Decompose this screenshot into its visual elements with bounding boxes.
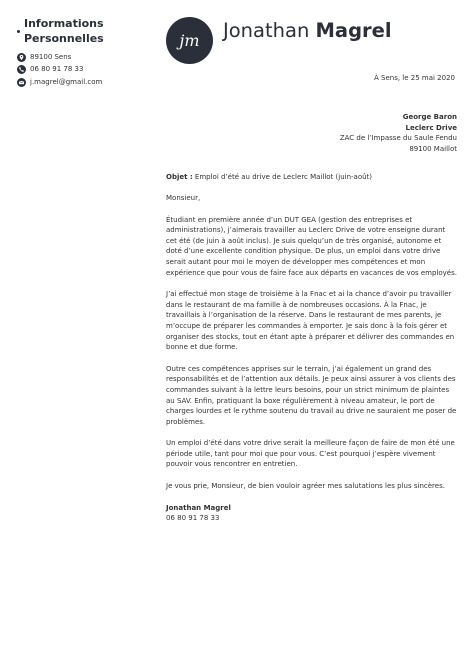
letter-text <box>166 193 457 524</box>
phone-icon <box>17 65 26 74</box>
letter-date: À Sens, le 25 mai 2020 <box>374 74 455 82</box>
phone-text: 06 80 91 78 33 <box>30 65 84 73</box>
email-text[interactable]: j.magrel@gmail.com <box>30 78 103 86</box>
sidebar-title: Informations Personnelles <box>24 17 104 45</box>
address-text: 89100 Sens <box>30 53 72 61</box>
monogram-logo: jm <box>166 17 213 64</box>
recipient-block <box>166 112 457 154</box>
recipient-city: 89100 Maillot <box>409 144 457 153</box>
sidebar <box>0 0 150 670</box>
contact-email[interactable] <box>17 76 142 88</box>
signature-name: Jonathan Magrel <box>166 503 231 512</box>
contact-address <box>17 51 142 63</box>
email-icon <box>17 78 26 87</box>
object-label: Objet : <box>166 173 193 181</box>
paragraph-1: Étudiant en première année d’un DUT GEA (gestion des entreprises et administrations), j’aimerais travailler au Leclerc Drive de votre enseigne durant cet été (de juin à août inclus). Je suis quelqu’un de très organisé, autonome et doté d’une excellente condition physique. De plus, un emploi dans votre drive serait autant pour moi le moyen de développer mes compétences et mon expérience que pour vous de faire face aux départs en vacances de vos employés. <box>166 215 457 277</box>
salutation: Monsieur, <box>166 194 201 202</box>
letter-object <box>166 172 457 183</box>
paragraph-5: Je vous prie, Monsieur, de bien vouloir agréer mes salutations les plus sincères. <box>166 482 445 491</box>
location-pin-icon <box>17 53 26 62</box>
applicant-name <box>223 19 392 42</box>
last-name: Magrel <box>315 19 392 42</box>
object-text: Emploi d’été au drive de Leclerc Maillot (juin-août) <box>192 173 373 181</box>
paragraph-3: Outre ces compétences apprises sur le terrain, j’ai également un grand des responsabilités et de l’attention aux détails. Je peux ainsi assurer à vos clients des commandes suivant à la lettre leurs besoins, pour un strict minimum de plaintes au SAV. Enfin, pratiquant la boxe régulièrement à niveau amateur, le port de charges lourdes et le rythme soutenu du travail au drive ne sauraient me poser de problèmes. <box>166 364 457 426</box>
title-bullet <box>17 30 20 33</box>
first-name: Jonathan <box>223 19 310 42</box>
paragraph-2: J’ai effectué mon stage de troisième à la Fnac et ai la chance d’avoir pu travailler dans le restaurant de ma famille à de nombreuses occasions. À la Fnac, je travaillais à l’organisation de la réserve. Dans le restaurant de mes parents, je m’occupe de préparer les commandes à emporter. Je sais donc à la fois gérer et organiser des stocks, tout en étant apte à préparer et délivrer des commandes en bonne et due forme. <box>166 290 455 352</box>
recipient-street: ZAC de l’Impasse du Saule Fendu <box>339 134 457 143</box>
recipient-company: Leclerc Drive <box>405 123 457 132</box>
signature-phone: 06 80 91 78 33 <box>166 514 220 523</box>
recipient-name: George Baron <box>402 113 457 121</box>
paragraph-4: Un emploi d’été dans votre drive serait la meilleure façon de faire de mon été une période utile, tant pour moi que pour vous. C’est pourquoi j’espère vivement pouvoir vous rencontrer en entretien. <box>166 439 455 469</box>
contact-phone <box>17 63 142 75</box>
